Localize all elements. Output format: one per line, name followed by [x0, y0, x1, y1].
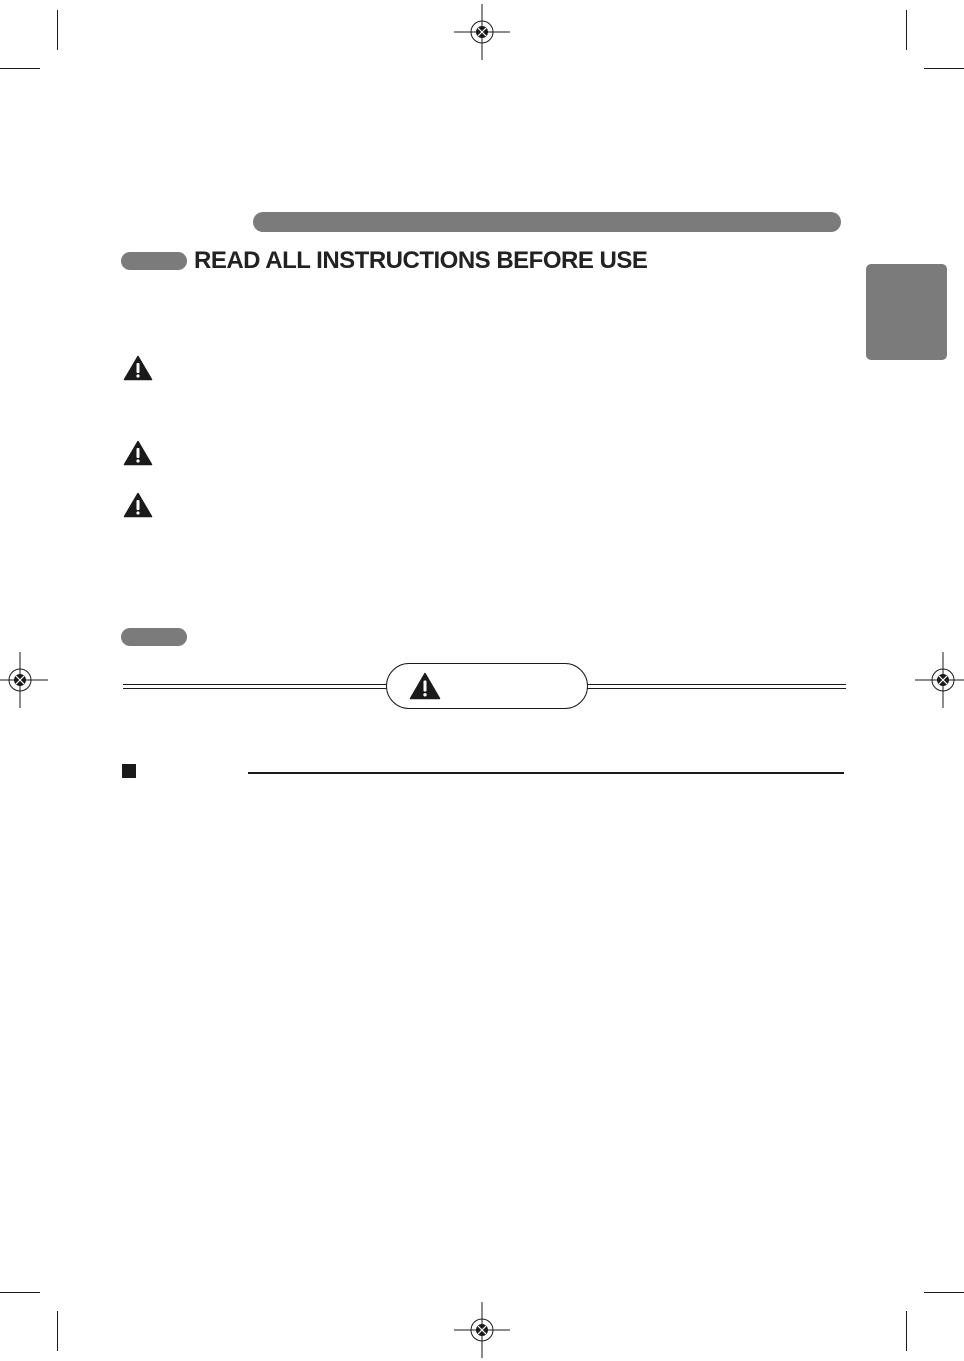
crop-mark-bottom-left-horizontal	[0, 1292, 40, 1293]
crop-mark-top-right-horizontal	[924, 68, 964, 69]
crop-mark-top-left-horizontal	[0, 68, 40, 69]
registration-mark-top	[454, 4, 510, 60]
crop-mark-bottom-right-horizontal	[924, 1292, 964, 1293]
section-pill	[121, 252, 187, 270]
double-rule-left	[123, 684, 386, 689]
warning-triangle-icon	[123, 440, 153, 466]
header-bar	[253, 212, 841, 232]
warning-banner	[386, 663, 588, 709]
registration-mark-left	[0, 652, 48, 708]
heading-underline	[248, 772, 844, 774]
warning-triangle-icon	[123, 355, 153, 381]
section-pill	[121, 628, 187, 646]
section-title: READ ALL INSTRUCTIONS BEFORE USE	[194, 247, 648, 274]
registration-mark-bottom	[454, 1302, 510, 1358]
crop-mark-top-right-vertical	[906, 10, 907, 50]
crop-mark-top-left-vertical	[57, 10, 58, 50]
side-tab	[866, 264, 947, 360]
registration-mark-right	[915, 652, 964, 708]
double-rule-right	[586, 684, 846, 689]
crop-mark-bottom-left-vertical	[57, 1311, 58, 1351]
square-bullet	[122, 764, 136, 778]
warning-triangle-icon	[409, 672, 441, 700]
warning-triangle-icon	[123, 492, 153, 518]
crop-mark-bottom-right-vertical	[906, 1311, 907, 1351]
